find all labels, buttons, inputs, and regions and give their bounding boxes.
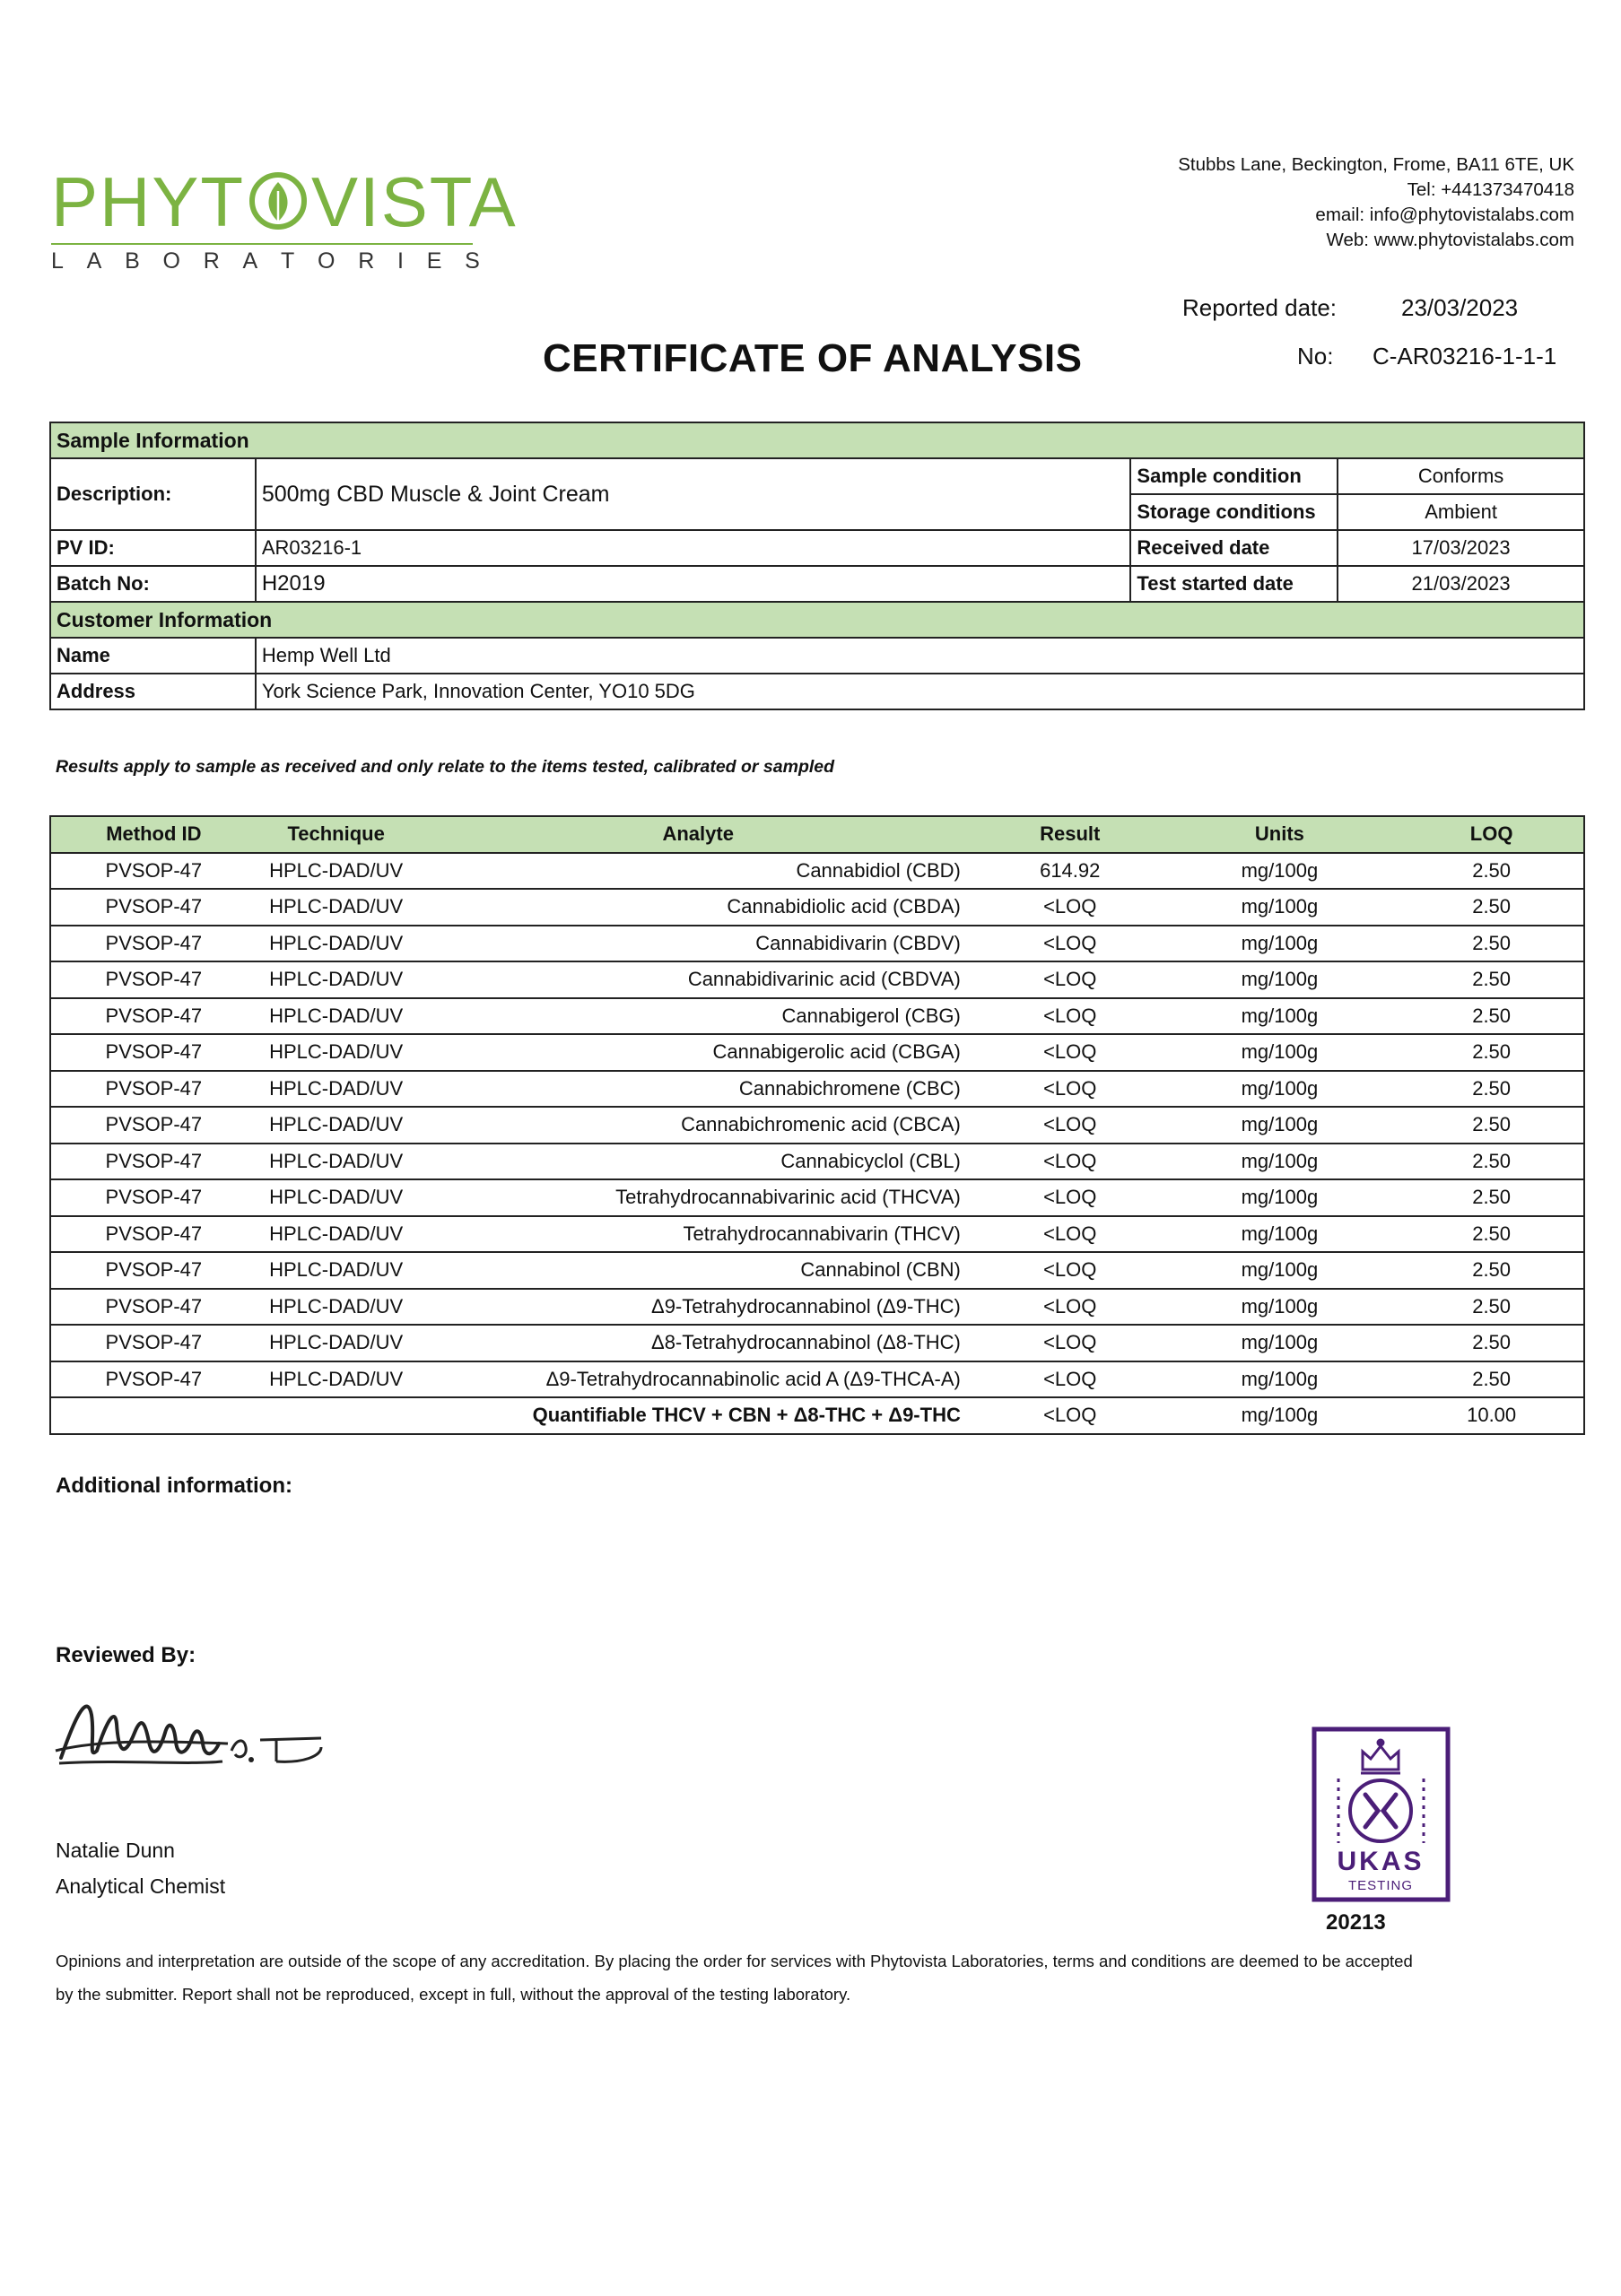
cell-units: mg/100g: [1160, 853, 1400, 890]
cell-loq: 2.50: [1399, 1289, 1584, 1326]
cell-result: <LOQ: [980, 1034, 1160, 1071]
logo-subtitle-letter: L: [51, 248, 64, 274]
cell-units: mg/100g: [1160, 998, 1400, 1035]
cell-technique: HPLC-DAD/UV: [257, 926, 416, 962]
total-empty-cell: [50, 1397, 257, 1434]
pv-id-row: [50, 530, 1584, 566]
cell-method-id: PVSOP-47: [50, 853, 257, 890]
cell-analyte: Cannabigerol (CBG): [416, 998, 980, 1035]
logo-subtitle-letter: O: [162, 248, 180, 274]
cell-technique: HPLC-DAD/UV: [257, 1071, 416, 1108]
table-row: [50, 998, 1584, 1035]
received-date-label: Received date: [1130, 530, 1338, 566]
ukas-accreditation-mark: [1312, 1726, 1451, 1902]
results-header-row: [50, 816, 1584, 853]
description-value: 500mg CBD Muscle & Joint Cream: [256, 458, 1131, 530]
cell-analyte: Cannabicyclol (CBL): [416, 1144, 980, 1180]
footer-line: Opinions and interpretation are outside of the scope of any accreditation. By placing the order for services with Phytovista Laboratories, terms and conditions are deemed to be accepted: [56, 1952, 1413, 1970]
lab-address-block: [1178, 152, 1574, 253]
table-row: [50, 1034, 1584, 1071]
cell-units: mg/100g: [1160, 1071, 1400, 1108]
logo-subtitle-letter: T: [280, 248, 295, 274]
logo-subtitle-letter: R: [203, 248, 220, 274]
cell-analyte: Cannabigerolic acid (CBGA): [416, 1034, 980, 1071]
cell-loq: 2.50: [1399, 998, 1584, 1035]
cell-units: mg/100g: [1160, 1179, 1400, 1216]
test-started-value: 21/03/2023: [1338, 566, 1584, 602]
sample-info-header-row: [50, 422, 1584, 458]
total-units: mg/100g: [1160, 1397, 1400, 1434]
additional-information-label: Additional information:: [56, 1474, 292, 1498]
batch-no-value: H2019: [256, 566, 1131, 602]
cell-technique: HPLC-DAD/UV: [257, 1289, 416, 1326]
pv-id-label: PV ID:: [50, 530, 256, 566]
cell-loq: 2.50: [1399, 1034, 1584, 1071]
cell-result: 614.92: [980, 853, 1160, 890]
cell-result: <LOQ: [980, 998, 1160, 1035]
cell-units: mg/100g: [1160, 1289, 1400, 1326]
certificate-number-label: No:: [1297, 343, 1334, 370]
cell-units: mg/100g: [1160, 1144, 1400, 1180]
cell-result: <LOQ: [980, 1179, 1160, 1216]
customer-name-value: Hemp Well Ltd: [256, 638, 1584, 674]
cell-analyte: Tetrahydrocannabivarinic acid (THCVA): [416, 1179, 980, 1216]
cell-result: <LOQ: [980, 1325, 1160, 1361]
col-header-technique: Technique: [257, 816, 416, 853]
cell-method-id: PVSOP-47: [50, 961, 257, 998]
description-label: Description:: [50, 458, 256, 530]
cell-technique: HPLC-DAD/UV: [257, 1034, 416, 1071]
customer-address-label: Address: [50, 674, 256, 709]
customer-info-header-row: [50, 602, 1584, 638]
table-row: [50, 1361, 1584, 1398]
cell-loq: 2.50: [1399, 1325, 1584, 1361]
total-result: <LOQ: [980, 1397, 1160, 1434]
cell-method-id: PVSOP-47: [50, 889, 257, 926]
cell-analyte: Δ8-Tetrahydrocannabinol (Δ8-THC): [416, 1325, 980, 1361]
col-header-result: Result: [980, 816, 1160, 853]
storage-conditions-value: Ambient: [1338, 494, 1584, 530]
reviewer-role: Analytical Chemist: [56, 1874, 226, 1898]
cell-technique: HPLC-DAD/UV: [257, 1179, 416, 1216]
logo-subtitle-letter: A: [242, 248, 258, 274]
cell-analyte: Cannabidivarin (CBDV): [416, 926, 980, 962]
cell-loq: 2.50: [1399, 926, 1584, 962]
logo-text-part1: PHYT: [51, 162, 246, 241]
cell-units: mg/100g: [1160, 1034, 1400, 1071]
logo-subtitle: [51, 248, 480, 274]
cell-method-id: PVSOP-47: [50, 1289, 257, 1326]
sample-condition-label: Sample condition: [1130, 458, 1338, 494]
reported-date-label: Reported date:: [1182, 294, 1338, 321]
cell-result: <LOQ: [980, 889, 1160, 926]
cell-loq: 2.50: [1399, 1071, 1584, 1108]
table-row: [50, 1289, 1584, 1326]
cell-units: mg/100g: [1160, 1325, 1400, 1361]
results-notice: Results apply to sample as received and only relate to the items tested, calibrated or sampled: [56, 757, 835, 777]
logo-rule: [51, 243, 473, 245]
results-table: [49, 815, 1585, 1435]
cell-method-id: PVSOP-47: [50, 1252, 257, 1289]
cell-method-id: PVSOP-47: [50, 1144, 257, 1180]
table-row: [50, 1216, 1584, 1253]
cell-technique: HPLC-DAD/UV: [257, 998, 416, 1035]
cell-technique: HPLC-DAD/UV: [257, 1216, 416, 1253]
cell-units: mg/100g: [1160, 889, 1400, 926]
description-row: [50, 458, 1584, 494]
leaf-logo-icon: [247, 170, 309, 232]
col-header-analyte: Analyte: [416, 816, 980, 853]
cell-loq: 2.50: [1399, 1252, 1584, 1289]
cell-loq: 2.50: [1399, 853, 1584, 890]
col-header-loq: LOQ: [1399, 816, 1584, 853]
cell-result: <LOQ: [980, 1252, 1160, 1289]
cell-analyte: Cannabidivarinic acid (CBDVA): [416, 961, 980, 998]
logo-subtitle-letter: I: [397, 248, 404, 274]
cell-technique: HPLC-DAD/UV: [257, 1107, 416, 1144]
cell-analyte: Tetrahydrocannabivarin (THCV): [416, 1216, 980, 1253]
cell-analyte: Cannabichromene (CBC): [416, 1071, 980, 1108]
customer-info-section-title: Customer Information: [50, 602, 1584, 638]
table-row: [50, 1252, 1584, 1289]
accreditation-number: 20213: [1326, 1910, 1386, 1935]
cell-result: <LOQ: [980, 1361, 1160, 1398]
cell-result: <LOQ: [980, 1216, 1160, 1253]
cell-technique: HPLC-DAD/UV: [257, 961, 416, 998]
phone-line: Tel: +441373470418: [1407, 179, 1574, 200]
cell-loq: 2.50: [1399, 1144, 1584, 1180]
address-line: Stubbs Lane, Beckington, Frome, BA11 6TE, UK: [1178, 154, 1574, 175]
customer-address-row: [50, 674, 1584, 709]
total-loq: 10.00: [1399, 1397, 1584, 1434]
cell-analyte: Δ9-Tetrahydrocannabinol (Δ9-THC): [416, 1289, 980, 1326]
pv-id-value: AR03216-1: [256, 530, 1131, 566]
table-row: [50, 1179, 1584, 1216]
cell-analyte: Cannabichromenic acid (CBCA): [416, 1107, 980, 1144]
table-row: [50, 1144, 1584, 1180]
company-logo: [51, 162, 518, 274]
col-header-units: Units: [1160, 816, 1400, 853]
cell-result: <LOQ: [980, 961, 1160, 998]
footer-disclaimer: [56, 1944, 1536, 2011]
cell-technique: HPLC-DAD/UV: [257, 889, 416, 926]
ukas-testing-label: TESTING: [1347, 1878, 1414, 1893]
received-date-value: 17/03/2023: [1338, 530, 1584, 566]
cell-units: mg/100g: [1160, 1216, 1400, 1253]
logo-subtitle-letter: B: [125, 248, 140, 274]
cell-units: mg/100g: [1160, 961, 1400, 998]
cell-analyte: Cannabidiol (CBD): [416, 853, 980, 890]
cell-technique: HPLC-DAD/UV: [257, 1325, 416, 1361]
cell-units: mg/100g: [1160, 926, 1400, 962]
customer-name-row: [50, 638, 1584, 674]
cell-units: mg/100g: [1160, 1107, 1400, 1144]
page-title: CERTIFICATE OF ANALYSIS: [543, 336, 1083, 380]
cell-method-id: PVSOP-47: [50, 926, 257, 962]
logo-text-part2: VISTA: [311, 162, 518, 241]
logo-subtitle-letter: E: [426, 248, 442, 274]
cell-units: mg/100g: [1160, 1361, 1400, 1398]
customer-name-label: Name: [50, 638, 256, 674]
reviewer-name: Natalie Dunn: [56, 1839, 175, 1862]
sample-info-table: [49, 422, 1585, 710]
table-row: [50, 1107, 1584, 1144]
cell-loq: 2.50: [1399, 1179, 1584, 1216]
table-row: [50, 889, 1584, 926]
sample-condition-value: Conforms: [1338, 458, 1584, 494]
reviewer-signature: [52, 1688, 339, 1787]
table-row: [50, 1325, 1584, 1361]
logo-wordmark: [51, 162, 518, 241]
cell-loq: 2.50: [1399, 961, 1584, 998]
logo-subtitle-letter: S: [465, 248, 480, 274]
cell-analyte: Δ9-Tetrahydrocannabinolic acid A (Δ9-THCA-A): [416, 1361, 980, 1398]
reported-date-value: 23/03/2023: [1401, 294, 1519, 321]
cell-method-id: PVSOP-47: [50, 1216, 257, 1253]
table-row: [50, 853, 1584, 890]
cell-technique: HPLC-DAD/UV: [257, 853, 416, 890]
sample-info-section-title: Sample Information: [50, 422, 1584, 458]
cell-analyte: Cannabinol (CBN): [416, 1252, 980, 1289]
cell-method-id: PVSOP-47: [50, 1107, 257, 1144]
footer-line: by the submitter. Report shall not be reproduced, except in full, without the approval of the testing laboratory.: [56, 1985, 851, 2004]
logo-subtitle-letter: R: [358, 248, 375, 274]
col-header-method-id: Method ID: [50, 816, 257, 853]
customer-address-value: York Science Park, Innovation Center, YO10 5DG: [256, 674, 1584, 709]
cell-result: <LOQ: [980, 1144, 1160, 1180]
cell-loq: 2.50: [1399, 1361, 1584, 1398]
cell-result: <LOQ: [980, 926, 1160, 962]
cell-technique: HPLC-DAD/UV: [257, 1252, 416, 1289]
table-row: [50, 926, 1584, 962]
logo-subtitle-letter: A: [86, 248, 102, 274]
cell-technique: HPLC-DAD/UV: [257, 1144, 416, 1180]
email-line: email: info@phytovistalabs.com: [1315, 204, 1574, 225]
table-row: [50, 961, 1584, 998]
cell-method-id: PVSOP-47: [50, 998, 257, 1035]
cell-method-id: PVSOP-47: [50, 1034, 257, 1071]
cell-loq: 2.50: [1399, 889, 1584, 926]
batch-no-label: Batch No:: [50, 566, 256, 602]
cell-method-id: PVSOP-47: [50, 1071, 257, 1108]
total-label: Quantifiable THCV + CBN + Δ8-THC + Δ9-THC: [416, 1397, 980, 1434]
cell-result: <LOQ: [980, 1289, 1160, 1326]
table-row: [50, 1071, 1584, 1108]
cell-result: <LOQ: [980, 1071, 1160, 1108]
cell-units: mg/100g: [1160, 1252, 1400, 1289]
total-empty-cell: [257, 1397, 416, 1434]
cell-method-id: PVSOP-47: [50, 1361, 257, 1398]
cell-result: <LOQ: [980, 1107, 1160, 1144]
cell-loq: 2.50: [1399, 1216, 1584, 1253]
test-started-label: Test started date: [1130, 566, 1338, 602]
cell-method-id: PVSOP-47: [50, 1325, 257, 1361]
ukas-word: UKAS: [1337, 1847, 1425, 1876]
results-total-row: [50, 1397, 1584, 1434]
cell-technique: HPLC-DAD/UV: [257, 1361, 416, 1398]
certificate-number-value: C-AR03216-1-1-1: [1373, 343, 1557, 370]
logo-subtitle-letter: O: [318, 248, 336, 274]
storage-conditions-label: Storage conditions: [1130, 494, 1338, 530]
reviewed-by-label: Reviewed By:: [56, 1643, 196, 1667]
web-line: Web: www.phytovistalabs.com: [1326, 230, 1574, 250]
cell-loq: 2.50: [1399, 1107, 1584, 1144]
cell-method-id: PVSOP-47: [50, 1179, 257, 1216]
batch-row: [50, 566, 1584, 602]
cell-analyte: Cannabidiolic acid (CBDA): [416, 889, 980, 926]
